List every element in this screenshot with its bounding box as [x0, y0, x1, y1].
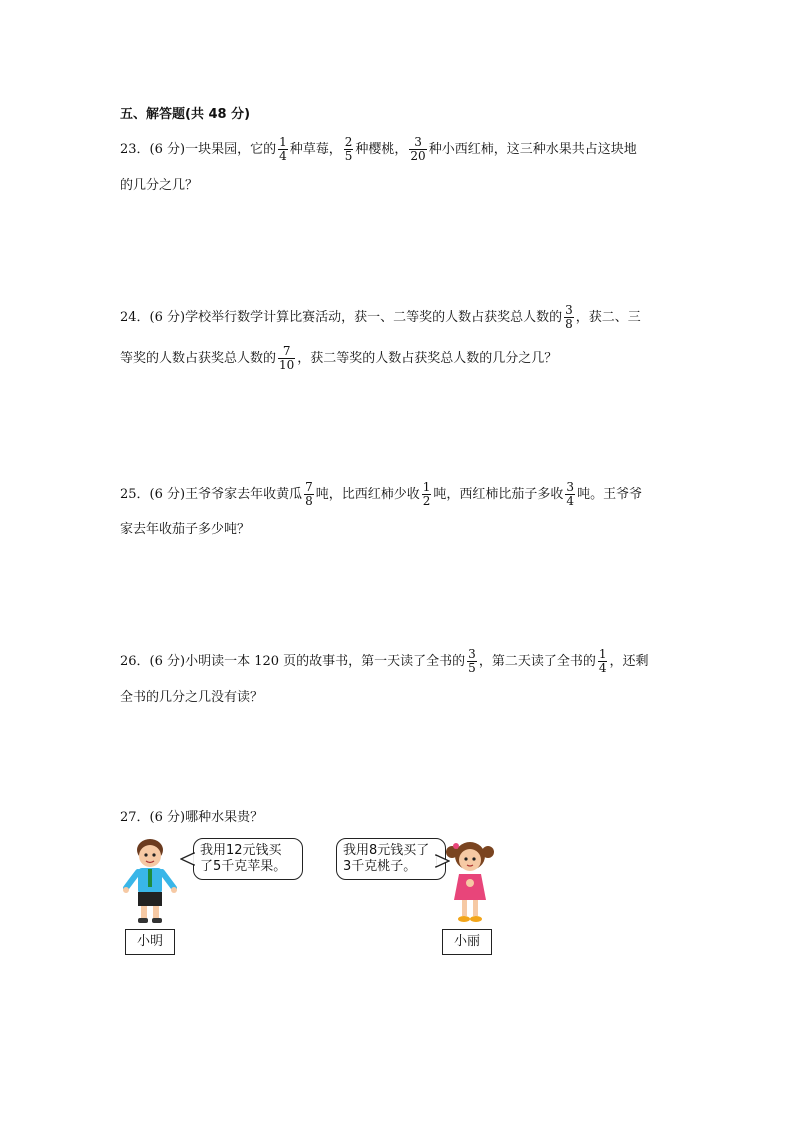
boy-illustration: [120, 836, 180, 926]
question-text: ，还剩: [609, 654, 649, 669]
question-text: 种小西红柿，这三种水果共占这块地: [428, 142, 637, 157]
question-text: 学校举行数学计算比赛活动，获一、二等奖的人数占获奖总人数的: [185, 310, 563, 325]
fraction: $\frac{3}{8}$: [565, 303, 573, 331]
question-26-line-1: [120, 648, 648, 675]
question-text: 种樱桃，: [355, 142, 408, 157]
fraction: $\frac{2}{5}$: [344, 135, 353, 163]
fraction: $\frac{3}{4}$: [566, 480, 575, 508]
question-text: 吨。王爷爷: [577, 487, 643, 502]
question-text: ，第二天读了全书的: [478, 654, 596, 669]
question-number: 23．(6 分): [120, 142, 186, 157]
question-number: 26．(6 分): [120, 654, 186, 669]
fraction: $\frac{7}{10}$: [279, 344, 295, 372]
question-text: 哪种水果贵？: [185, 810, 264, 825]
question-text: 吨，比西红柿少收: [315, 487, 420, 502]
speech-text: 我用12元钱买: [200, 843, 282, 858]
question-24-line-1: [120, 304, 641, 331]
speech-text: 了5千克苹果。: [200, 859, 287, 874]
fraction: $\frac{3}{5}$: [468, 647, 476, 675]
girl-speech-bubble: [336, 838, 446, 880]
question-24-line-2: [120, 345, 557, 372]
question-25-line-1: [120, 481, 642, 508]
fraction: $\frac{1}{4}$: [598, 647, 607, 675]
speech-text: 我用8元钱买了: [343, 843, 430, 858]
question-text: ，获二、三: [575, 310, 641, 325]
question-25-line-2: 家去年收茄子多少吨？: [120, 522, 251, 537]
girl-illustration: [440, 838, 500, 926]
question-text: 王爷爷家去年收黄瓜: [185, 487, 303, 502]
question-text: 小明读一本 120 页的故事书，第一天读了全书的: [185, 654, 466, 669]
fraction: $\frac{3}{20}$: [410, 135, 426, 163]
question-number: 24．(6 分): [120, 310, 186, 325]
question-26-line-2: 全书的几分之几没有读？: [120, 690, 264, 705]
question-number: 25．(6 分): [120, 487, 186, 502]
fraction: $\frac{1}{4}$: [279, 135, 287, 163]
name-box-boy: 小明: [125, 929, 175, 955]
question-text: ，获二等奖的人数占获奖总人数的几分之几？: [297, 351, 558, 366]
question-23-line-2: 的几分之几？: [120, 178, 199, 193]
question-27-line-1: [120, 808, 263, 828]
section-title: 五、解答题(共 48 分): [120, 107, 251, 122]
question-text: 一块果园，它的: [185, 142, 277, 157]
boy-speech-bubble: [193, 838, 303, 880]
speech-text: 3千克桃子。: [343, 859, 417, 874]
question-23-line-1: [120, 136, 637, 163]
fraction: $\frac{7}{8}$: [305, 480, 313, 508]
question-text: 等奖的人数占获奖总人数的: [120, 351, 277, 366]
bubble-tail-left: [180, 852, 196, 866]
name-box-girl: 小丽: [442, 929, 492, 955]
question-text: 吨，西红柿比茄子多收: [433, 487, 564, 502]
question-number: 27．(6 分): [120, 810, 186, 825]
question-text: 种草莓，: [289, 142, 342, 157]
fraction: $\frac{1}{2}$: [422, 480, 431, 508]
